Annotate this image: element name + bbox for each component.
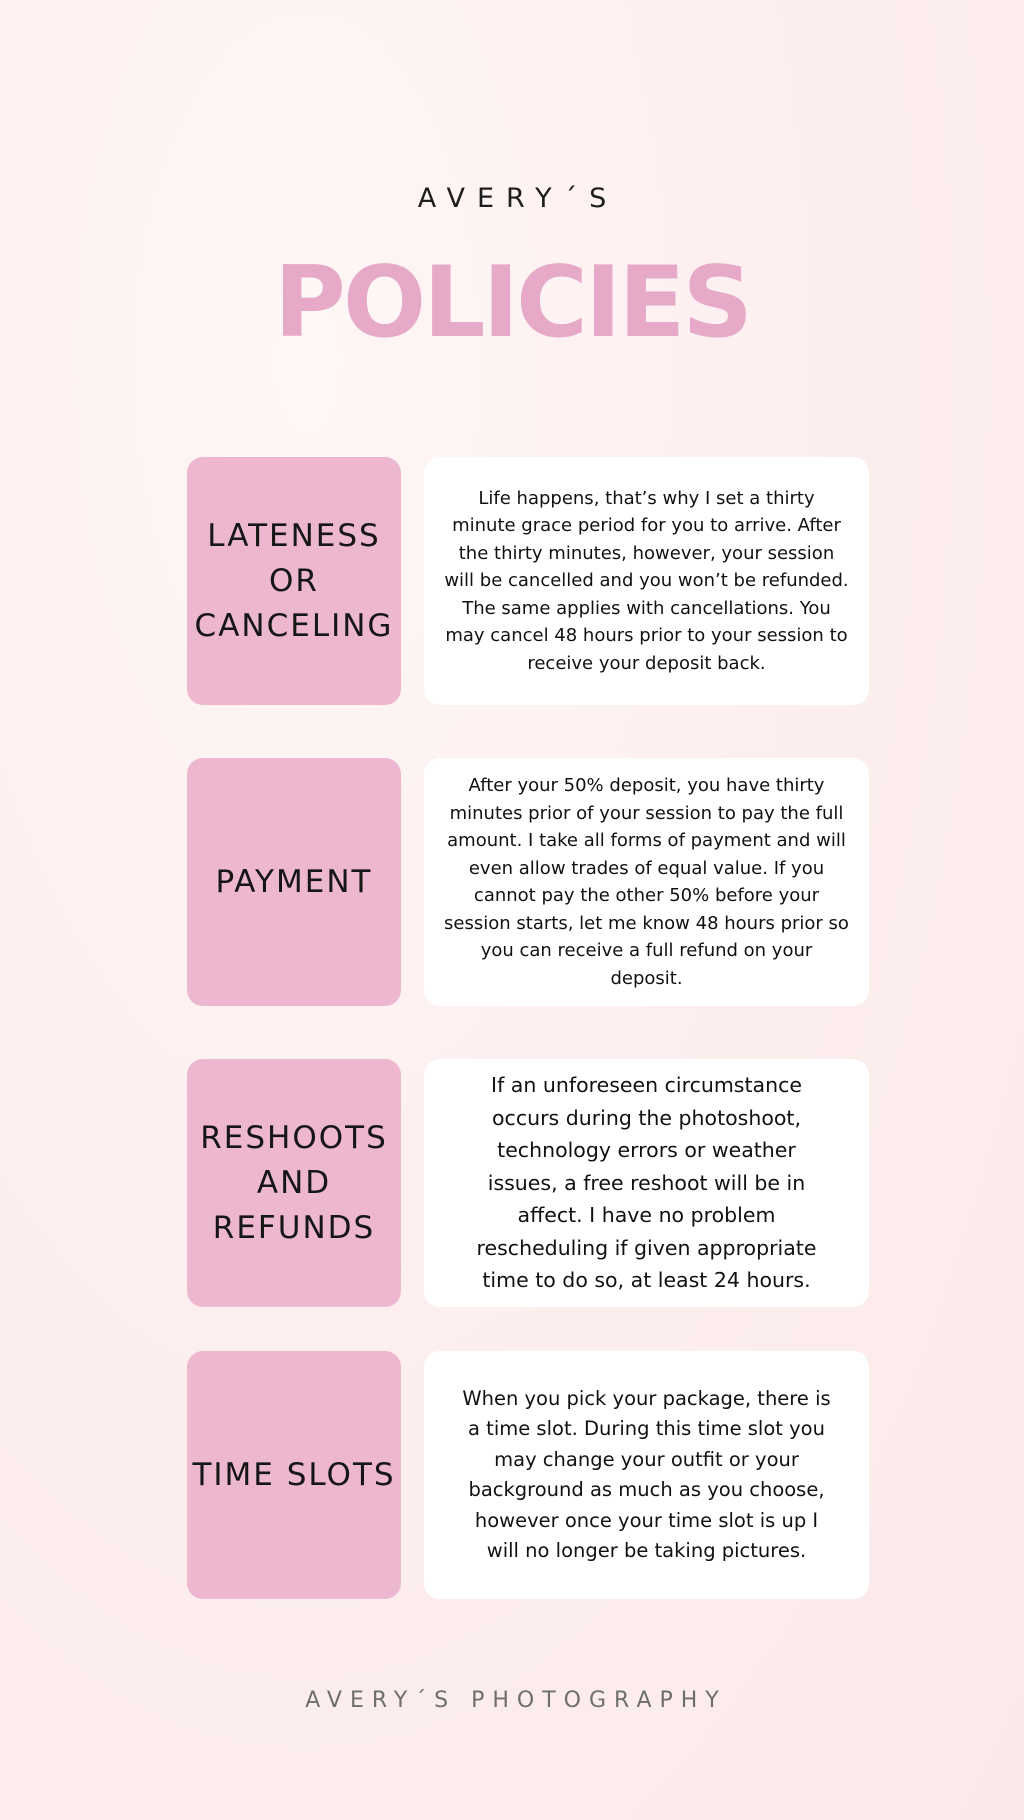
policy-label: PAYMENT <box>215 863 373 900</box>
policy-description-card <box>424 758 869 1006</box>
policy-row-lateness <box>187 457 869 705</box>
brand-kicker: AVERY´S <box>417 183 619 214</box>
policy-label-box <box>187 758 401 1006</box>
footer-brand: AVERY´S PHOTOGRAPHY <box>305 1688 727 1713</box>
policy-description-card <box>424 457 869 705</box>
page-title: POLICIES <box>274 246 750 360</box>
policy-label-box <box>187 1059 401 1307</box>
policy-label: LATENESS OR CANCELING <box>194 517 394 644</box>
policy-description: Life happens, that’s why I set a thirty minute grace period for you to arrive. After the thirty minutes, however, your session will be cancelled and you won’t be refunded. The same applies with cancellations. You may cancel 48 hours prior to your session to receive your deposit back. <box>444 487 849 674</box>
policy-description: When you pick your package, there is a time slot. During this time slot you may change your outfit or your background as much as you choose, however once your time slot is up I will no longer be taking pictures. <box>462 1386 831 1562</box>
policy-row-time-slots <box>187 1351 869 1599</box>
policy-label-box <box>187 457 401 705</box>
policy-label: RESHOOTS AND REFUNDS <box>200 1119 388 1246</box>
policy-description: After your 50% deposit, you have thirty minutes prior of your session to pay the full amount. I take all forms of payment and will even allow trades of equal value. If you cannot pay the other 50% before your session starts, let me know 48 hours prior so you can receive a full refund on your deposit. <box>444 775 849 989</box>
policy-label-box <box>187 1351 401 1599</box>
policy-description: If an unforeseen circumstance occurs during the photoshoot, technology errors or weather issues, a free reshoot will be in affect. I have no problem rescheduling if given appropriate time to do so, at least 24 hours. <box>476 1073 817 1293</box>
policy-row-reshoots <box>187 1059 869 1307</box>
policy-description-card <box>424 1059 869 1307</box>
policy-row-payment <box>187 758 869 1006</box>
policy-label: TIME SLOTS <box>192 1456 396 1493</box>
policy-description-card <box>424 1351 869 1599</box>
